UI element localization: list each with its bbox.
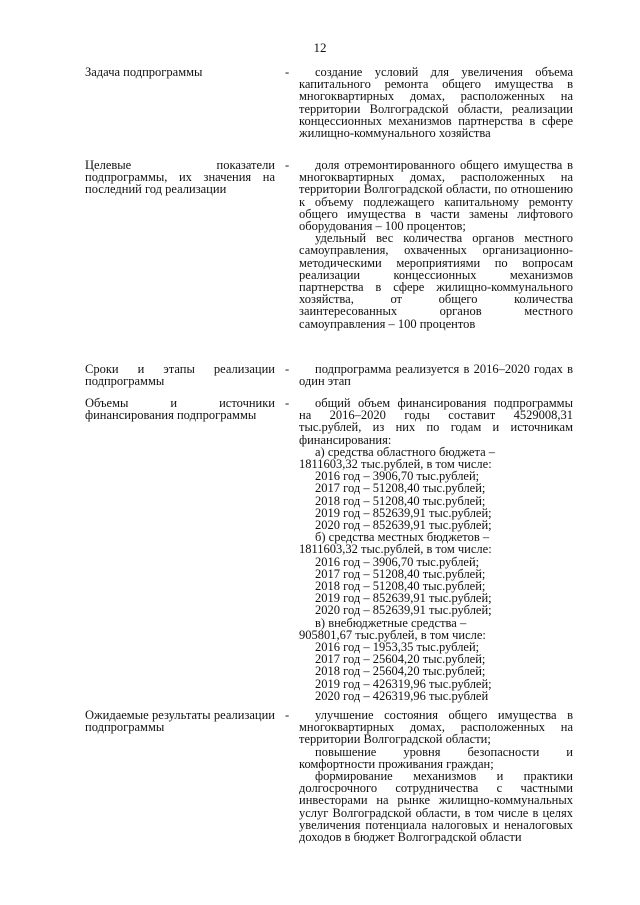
row-value xyxy=(299,709,573,843)
year-line: 2020 год – 852639,91 тыс.рублей; xyxy=(315,518,492,533)
year-line: 2017 год – 51208,40 тыс.рублей; xyxy=(315,481,486,496)
paragraph: подпрограмма реализуется в 2016–2020 годах в один этап xyxy=(299,362,573,389)
row-dash: - xyxy=(285,65,290,79)
financing-intro: общий объем финансирования подпрограммы на 2016–2020 годы составит 4529008,31 тыс.рублей, из них по годам и источникам финансирования: xyxy=(299,396,573,447)
paragraph: повышение уровня безопасности и комфортности проживания граждан; xyxy=(299,744,573,771)
row-label: Сроки и этапы реализации подпрограммы xyxy=(85,362,275,389)
page-number: 12 xyxy=(313,40,327,55)
row-value xyxy=(299,363,573,387)
year-line: 2019 год – 426319,96 тыс.рублей; xyxy=(315,676,492,691)
paragraph: формирование механизмов и практики долгосрочного сотрудничества с частными инвесторами на рынке жилищно-коммунальных услуг Волгоградской области, в том числе в целях увеличения потенциала налоговых и неналоговых доходов в бюджет Волгоградской области xyxy=(299,769,573,845)
source-heading: б) средства местных бюджетов – xyxy=(315,530,490,545)
year-line: 2018 год – 51208,40 тыс.рублей; xyxy=(315,493,486,508)
row-dash: - xyxy=(285,396,290,410)
paragraph: улучшение состояния общего имущества в многоквартирных домах, расположенных на территории Волгоградской области; xyxy=(299,708,573,747)
year-line: 2018 год – 51208,40 тыс.рублей; xyxy=(315,579,486,594)
row-value xyxy=(299,397,573,702)
row-label: Ожидаемые результаты реализации подпрограммы xyxy=(85,708,275,735)
row-value xyxy=(299,159,573,330)
year-line: 2019 год – 852639,91 тыс.рублей; xyxy=(315,591,492,606)
year-line: 2016 год – 1953,35 тыс.рублей; xyxy=(315,640,480,655)
row-label: Объемы и источники финансирования подпрограммы xyxy=(85,396,275,423)
source-total: 905801,67 тыс.рублей, в том числе: xyxy=(299,627,486,642)
year-line: 2017 год – 25604,20 тыс.рублей; xyxy=(315,652,486,667)
paragraph: удельный вес количества органов местного самоуправления, охваченных организационно-методическими мероприятиями по вопросам реализации концессионных механизмов партнерства в сфере жилищно-коммунального хозяйства, от общего количества заинтересованных органов местного самоуправления – 100 процентов xyxy=(299,231,573,331)
source-heading: в) внебюджетные средства – xyxy=(315,615,467,630)
row-dash: - xyxy=(285,708,290,722)
row-value xyxy=(299,66,573,139)
row-dash: - xyxy=(285,158,290,172)
year-line: 2020 год – 426319,96 тыс.рублей xyxy=(315,688,489,703)
year-line: 2019 год – 852639,91 тыс.рублей; xyxy=(315,505,492,520)
year-line: 2018 год – 25604,20 тыс.рублей; xyxy=(315,664,486,679)
year-line: 2017 год – 51208,40 тыс.рублей; xyxy=(315,566,486,581)
year-line: 2016 год – 3906,70 тыс.рублей; xyxy=(315,469,480,484)
source-total: 1811603,32 тыс.рублей, в том числе: xyxy=(299,542,492,557)
paragraph: создание условий для увеличения объема капитального ремонта общего имущества в многоквартирных домах, расположенных на территории Волгоградской области, реализации концессионных механизмов партнерства в сфере жилищно-коммунального хозяйства xyxy=(299,65,573,141)
row-dash: - xyxy=(285,362,290,376)
source-heading: а) средства областного бюджета – xyxy=(315,444,496,459)
row-label: Задача подпрограммы xyxy=(85,65,203,79)
paragraph: доля отремонтированного общего имущества в многоквартирных домах, расположенных на территории Волгоградской области, по отношению к объему подлежащего капитальному ремонту общего имущества в части замены лифтового оборудования – 100 процентов; xyxy=(299,158,573,234)
row-label: Целевые показатели подпрограммы, их значения на последний год реализации xyxy=(85,158,275,197)
year-line: 2016 год – 3906,70 тыс.рублей; xyxy=(315,554,480,569)
source-total: 1811603,32 тыс.рублей, в том числе: xyxy=(299,457,492,472)
year-line: 2020 год – 852639,91 тыс.рублей; xyxy=(315,603,492,618)
